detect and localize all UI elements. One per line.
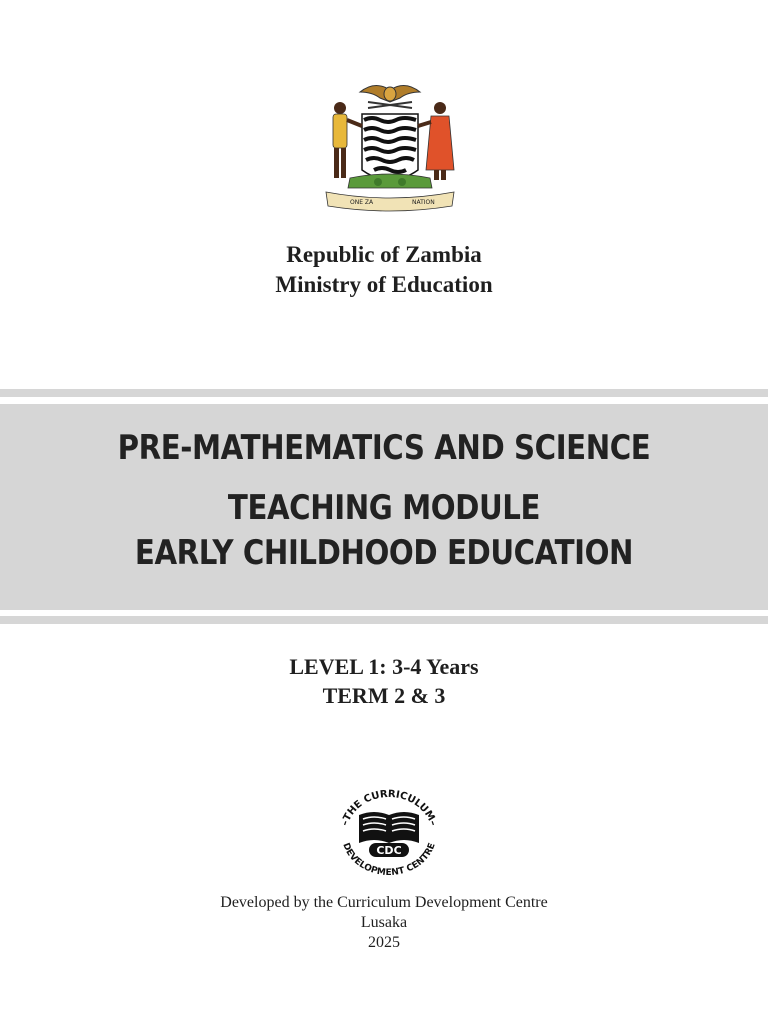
svg-text:DEVELOPMENT CENTRE: DEVELOPMENT CENTRE: [340, 841, 438, 877]
divider-top: [0, 389, 768, 397]
shield-icon: [362, 114, 418, 180]
ministry-name: Ministry of Education: [275, 272, 493, 297]
term-line: TERM 2 & 3: [322, 683, 446, 708]
credits-block: [0, 893, 768, 953]
coat-of-arms-emblem: [320, 78, 460, 213]
level-line: LEVEL 1: 3-4 Years: [289, 654, 479, 679]
year-line: 2025: [368, 934, 400, 951]
title-line-3: EARLY CHILDHOOD EDUCATION: [134, 533, 634, 573]
cdc-logo: [326, 785, 452, 877]
level-block: [0, 652, 768, 710]
ground-icon: [348, 174, 432, 188]
developer-line: Developed by the Curriculum Development Centre: [220, 894, 548, 911]
country-name: Republic of Zambia: [286, 242, 482, 267]
city-line: Lusaka: [360, 914, 408, 931]
book-icon: [359, 812, 419, 843]
title-line-1: PRE-MATHEMATICS AND SCIENCE: [117, 428, 651, 468]
title-line-2: TEACHING MODULE: [227, 488, 541, 528]
right-supporter-figure: [418, 102, 454, 180]
svg-text:–THE CURRICULUM–: –THE CURRICULUM–: [339, 788, 439, 828]
issuer-block: [0, 240, 768, 300]
eagle-icon: [360, 85, 420, 108]
motto-scroll: [326, 192, 454, 211]
svg-text:NATION: NATION: [412, 199, 435, 206]
left-supporter-figure: [333, 102, 362, 178]
divider-bottom: [0, 616, 768, 624]
svg-text:ONE ZA: ONE ZA: [350, 199, 374, 206]
svg-text:CDC: CDC: [376, 844, 402, 857]
